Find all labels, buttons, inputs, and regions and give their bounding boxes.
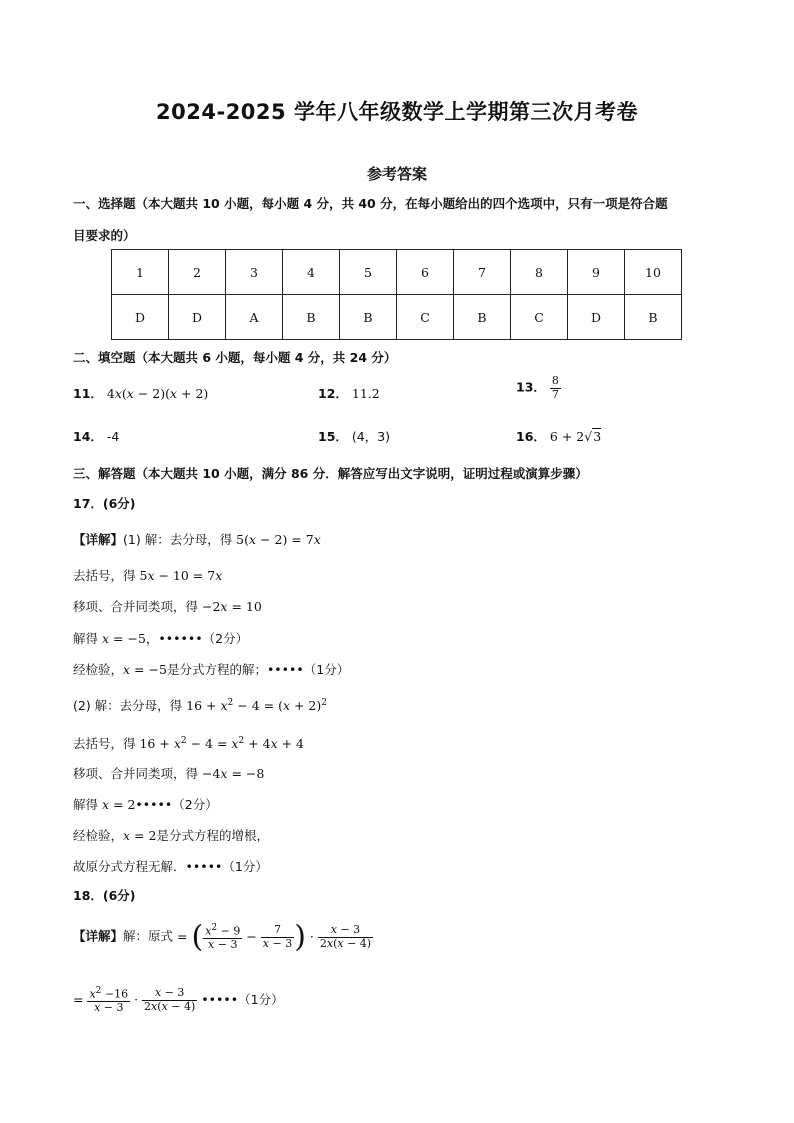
math-expression: 5x − 10 = 7x — [139, 568, 223, 583]
question-label: 15． — [318, 429, 348, 444]
section3-heading: 三、解答题（本大题共 10 小题，满分 86 分．解答应写出文字说明，证明过程或演算步骤） — [73, 466, 588, 481]
page-title: 2024-2025 学年八年级数学上学期第三次月考卷 — [156, 100, 638, 124]
table-cell: D — [568, 295, 625, 340]
q17-step-expand: 去括号，得 5x − 10 = 7x — [73, 568, 223, 583]
answer-13 — [516, 375, 561, 401]
page-subtitle: 参考答案 — [366, 165, 427, 183]
q17-step-solve2: 解得 x = 2•••••（2分） — [73, 797, 218, 812]
math-expression: = $\frac{x^2 -16}{x - 3}$ · $\frac{x - 3}{2x(x - 4)}$ — [73, 986, 196, 1015]
table-cell: 6 — [397, 250, 454, 295]
table-cell: 7 — [454, 250, 511, 295]
answer-12 — [318, 384, 380, 402]
q17-step-solve: 解得 x = −5，••••••（2分） — [73, 631, 249, 646]
question-17-label: 17．(6分) — [73, 496, 136, 511]
table-cell: 3 — [226, 250, 283, 295]
math-expression: x = 2 — [101, 797, 136, 812]
table-cell: 4 — [283, 250, 340, 295]
table-cell: 2 — [169, 250, 226, 295]
math-expression: x = 2 — [123, 828, 157, 843]
math-expression: $16 + x^2 - 4 = (x + 2)^2$ — [186, 697, 327, 713]
question-label: 13． — [516, 379, 546, 395]
section1-heading-cont: 目要求的） — [73, 228, 136, 243]
q18-step1: 【详解】解：原式 = ( $\frac{x^2 - 9}{x - 3}$ − $\frac{7}{x - 3}$ ) · $\frac{x - 3}{2x(x - 4)}$ — [73, 919, 372, 954]
math-expression: = ( $\frac{x^2 - 9}{x - 3}$ − $\frac{7}{x - 3}$ ) · $\frac{x - 3}{2x(x - 4)}$ — [177, 919, 372, 954]
answer-value: (4，3) — [351, 429, 391, 444]
table-row-numbers — [112, 250, 682, 295]
section2-heading: 二、填空题（本大题共 6 小题，每小题 4 分，共 24 分） — [73, 350, 397, 365]
q17-step-expand2: 去括号，得 $16 + x^2 - 4 = x^2 + 4x + 4$ — [73, 735, 305, 751]
table-cell: 1 — [112, 250, 169, 295]
detail-label: 【详解】 — [73, 532, 124, 547]
answer-value: 11.2 — [351, 386, 380, 401]
q17-part2-intro: (2) 解：去分母，得 $16 + x^2 - 4 = (x + 2)^2$ — [73, 697, 327, 713]
q17-step-combine: 移项、合并同类项，得 −2x = 10 — [73, 599, 262, 614]
answer-value: -4 — [106, 429, 120, 444]
math-expression: $16 + x^2 - 4 = x^2 + 4x + 4$ — [139, 735, 305, 751]
table-cell: 9 — [568, 250, 625, 295]
fraction: $\frac{8}{7}$ — [551, 374, 559, 401]
table-cell: 10 — [625, 250, 682, 295]
section1-heading: 一、选择题（本大题共 10 小题，每小题 4 分，共 40 分，在每小题给出的四个选项中，只有一项是符合题 — [73, 196, 668, 211]
table-cell: B — [454, 295, 511, 340]
q17-check1: 经检验，x = −5是分式方程的解；•••••（1分） — [73, 662, 350, 677]
math-expression: 4x(x − 2)(x + 2) — [106, 386, 209, 401]
math-expression: x = −5 — [101, 631, 146, 646]
math-expression: x = −5 — [123, 662, 167, 677]
q17-step-combine2: 移项、合并同类项，得 −4x = −8 — [73, 766, 265, 781]
math-expression: −2x = 10 — [201, 599, 262, 614]
table-cell: D — [169, 295, 226, 340]
question-label: 12． — [318, 386, 348, 401]
table-cell: D — [112, 295, 169, 340]
question-18-label: 18．(6分) — [73, 888, 136, 903]
question-label: 11． — [73, 386, 103, 401]
q17-part1-intro: 【详解】(1) 解：去分母，得 5(x − 2) = 7x — [73, 532, 321, 547]
table-cell: 5 — [340, 250, 397, 295]
answer-16 — [516, 427, 601, 445]
answer-14 — [73, 427, 119, 445]
math-expression: 6 + 2√3 — [549, 429, 602, 444]
q17-conclusion: 故原分式方程无解．•••••（1分） — [73, 859, 268, 874]
answer-11 — [73, 384, 208, 402]
question-label: 14． — [73, 429, 103, 444]
table-cell: C — [511, 295, 568, 340]
table-cell: B — [283, 295, 340, 340]
q18-step2: = $\frac{x^2 -16}{x - 3}$ · $\frac{x - 3}{2x(x - 4)}$ •••••（1分） — [73, 986, 284, 1015]
detail-label: 【详解】 — [73, 928, 124, 944]
table-cell: A — [226, 295, 283, 340]
q17-check2: 经检验，x = 2是分式方程的增根， — [73, 828, 269, 843]
answer-table — [111, 249, 682, 340]
table-cell: B — [340, 295, 397, 340]
table-row-answers — [112, 295, 682, 340]
answer-15 — [318, 427, 390, 445]
question-label: 16． — [516, 429, 546, 444]
math-expression: −4x = −8 — [201, 766, 265, 781]
table-cell: C — [397, 295, 454, 340]
math-expression: 5(x − 2) = 7x — [236, 532, 321, 547]
table-cell: 8 — [511, 250, 568, 295]
table-cell: B — [625, 295, 682, 340]
